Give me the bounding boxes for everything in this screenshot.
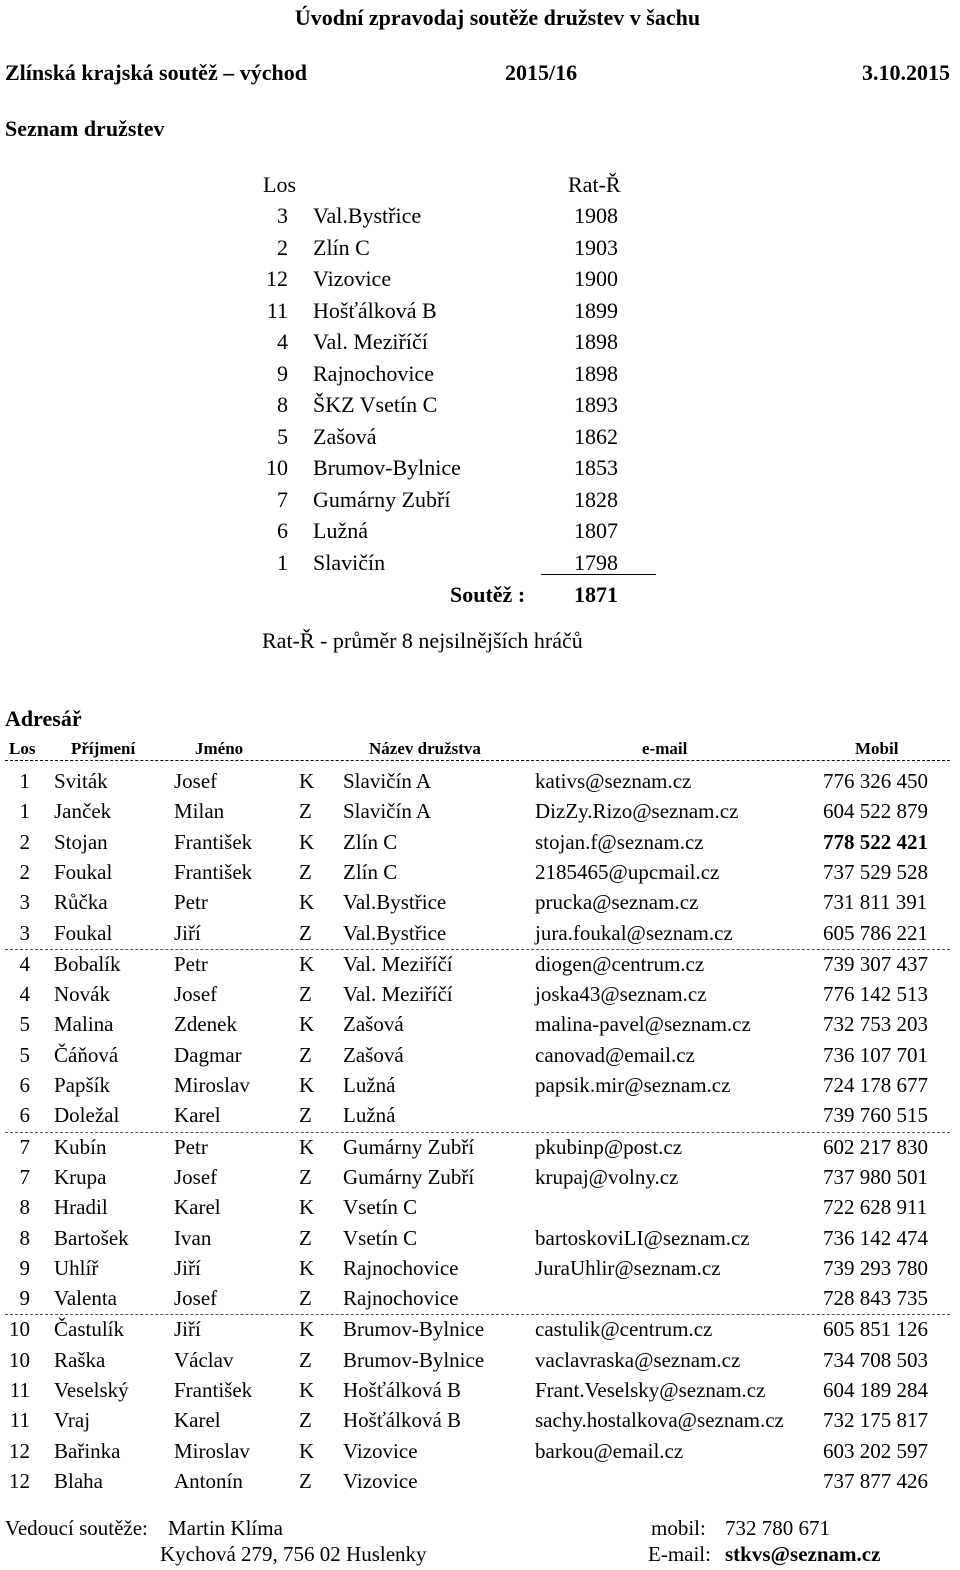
group-divider <box>5 949 950 950</box>
cell-firstname: Miroslav <box>174 1438 250 1463</box>
cell-team: Vizovice <box>343 1438 418 1463</box>
cell-mobile: 736 107 701 <box>823 1042 928 1067</box>
table-row <box>0 1103 960 1133</box>
cell-los: 11 <box>9 1408 30 1433</box>
team-row <box>0 518 960 549</box>
cell-mobile: 724 178 677 <box>823 1073 928 1097</box>
cell-surname: Doležal <box>54 1103 120 1128</box>
cell-email[interactable]: papsik.mir@seznam.cz <box>535 1073 731 1097</box>
team-los: 7 <box>277 486 288 512</box>
team-rating: 1899 <box>574 297 618 323</box>
table-row <box>0 952 960 982</box>
leader-name: Martin Klíma <box>168 1516 283 1540</box>
cell-firstname: Ivan <box>174 1225 212 1250</box>
cell-los: 2 <box>19 859 30 884</box>
table-row <box>0 1408 960 1438</box>
cell-role: Z <box>299 1347 312 1372</box>
cell-mobile: 605 851 126 <box>823 1317 928 1342</box>
table-row <box>0 921 960 951</box>
cell-mobile: 604 189 284 <box>823 1378 928 1402</box>
cell-firstname: Karel <box>174 1195 221 1220</box>
cell-team: Zlín C <box>343 859 398 884</box>
table-row <box>0 769 960 799</box>
team-row <box>0 266 960 297</box>
team-rating: 1798 <box>574 549 618 575</box>
cell-team: Vizovice <box>343 1468 418 1493</box>
competition-average-label: Soutěž : <box>450 582 526 607</box>
cell-role: Z <box>299 1468 312 1493</box>
cell-email[interactable]: pkubinp@post.cz <box>535 1134 683 1159</box>
cell-surname: Malina <box>54 1012 114 1037</box>
cell-los: 2 <box>19 829 30 854</box>
cell-mobile: 776 142 513 <box>823 982 928 1007</box>
cell-role: K <box>299 1255 315 1280</box>
report-date: 3.10.2015 <box>862 60 950 85</box>
cell-role: Z <box>299 1042 312 1067</box>
leader-email: stkvs@seznam.cz <box>725 1542 881 1566</box>
team-los: 1 <box>277 549 288 575</box>
team-row <box>0 392 960 423</box>
team-name: Zašová <box>313 423 377 449</box>
cell-email[interactable]: Frant.Veselsky@seznam.cz <box>535 1378 766 1402</box>
leader-mobile: 732 780 671 <box>725 1516 830 1540</box>
cell-surname: Stojan <box>54 829 108 854</box>
cell-mobile: 739 760 515 <box>823 1103 928 1128</box>
cell-los: 9 <box>19 1255 30 1280</box>
team-los: 11 <box>266 297 288 323</box>
cell-surname: Uhlíř <box>54 1255 99 1280</box>
cell-email[interactable]: barkou@email.cz <box>535 1438 684 1463</box>
team-name: Slavičín <box>313 549 386 575</box>
team-row <box>0 298 960 329</box>
cell-surname: Valenta <box>54 1286 117 1311</box>
team-rating: 1898 <box>574 360 618 386</box>
table-row <box>0 1469 960 1499</box>
cell-team: Gumárny Zubří <box>343 1164 475 1189</box>
cell-email[interactable]: stojan.f@seznam.cz <box>535 829 704 854</box>
cell-firstname: Josef <box>174 1164 218 1189</box>
cell-email[interactable]: bartoskoviLI@seznam.cz <box>535 1225 750 1250</box>
leader-mobile-label: mobil: <box>651 1516 706 1540</box>
cell-team: Brumov-Bylnice <box>343 1347 485 1372</box>
cell-los: 7 <box>19 1164 30 1189</box>
team-rating: 1893 <box>574 392 618 417</box>
cell-role: Z <box>299 799 312 824</box>
table-row <box>0 1348 960 1378</box>
competition-name: Zlínská krajská soutěž – východ <box>5 60 307 85</box>
cell-team: Zašová <box>343 1012 404 1037</box>
team-list-header-los: Los <box>263 172 296 197</box>
col-header-surname: Příjmení <box>71 739 136 758</box>
team-name: Lužná <box>313 518 368 543</box>
col-header-los: Los <box>9 739 36 758</box>
team-name: Vizovice <box>313 266 392 291</box>
team-name: Val.Bystřice <box>313 203 422 228</box>
cell-firstname: Miroslav <box>174 1073 250 1097</box>
cell-mobile: 737 529 528 <box>823 859 928 884</box>
cell-team: Slavičín A <box>343 769 432 793</box>
cell-firstname: Petr <box>174 890 208 915</box>
cell-los: 4 <box>19 951 30 976</box>
team-rating: 1898 <box>574 329 618 354</box>
cell-role: K <box>299 1134 315 1159</box>
cell-mobile: 732 175 817 <box>823 1408 928 1433</box>
team-name: ŠKZ Vsetín C <box>313 392 438 417</box>
team-rating: 1862 <box>574 423 618 449</box>
cell-mobile: 604 522 879 <box>823 799 928 824</box>
cell-team: Lužná <box>343 1073 396 1097</box>
cell-mobile: 739 293 780 <box>823 1255 928 1280</box>
team-row <box>0 203 960 234</box>
group-divider <box>5 1132 950 1133</box>
cell-los: 10 <box>9 1347 30 1372</box>
cell-firstname: Karel <box>174 1408 221 1433</box>
cell-role: K <box>299 1317 315 1342</box>
cell-los: 9 <box>19 1286 30 1311</box>
group-divider <box>5 1314 950 1315</box>
cell-mobile: 739 307 437 <box>823 951 928 976</box>
cell-surname: Blaha <box>54 1468 103 1493</box>
cell-los: 3 <box>19 920 30 945</box>
cell-los: 4 <box>19 982 30 1007</box>
cell-firstname: Dagmar <box>174 1042 242 1067</box>
cell-los: 12 <box>9 1438 30 1463</box>
cell-mobile: 737 980 501 <box>823 1164 928 1189</box>
cell-firstname: Josef <box>174 769 218 793</box>
table-row <box>0 1317 960 1347</box>
table-row <box>0 799 960 829</box>
table-row <box>0 830 960 860</box>
team-name: Rajnochovice <box>313 360 434 386</box>
cell-email[interactable]: joska43@seznam.cz <box>535 982 707 1007</box>
table-row <box>0 1135 960 1165</box>
cell-firstname: Antonín <box>174 1468 243 1493</box>
team-los: 8 <box>277 392 288 417</box>
cell-role: Z <box>299 1408 312 1433</box>
team-list-header-rating: Rat-Ř <box>568 172 621 197</box>
team-row <box>0 235 960 266</box>
team-los: 6 <box>277 518 288 543</box>
team-rating: 1828 <box>574 486 618 512</box>
leader-address: Kychová 279, 756 02 Huslenky <box>160 1542 427 1566</box>
team-rating: 1903 <box>574 234 618 260</box>
season: 2015/16 <box>505 60 578 85</box>
cell-mobile: 602 217 830 <box>823 1134 928 1159</box>
cell-email[interactable]: castulik@centrum.cz <box>535 1317 713 1342</box>
cell-role: Z <box>299 1164 312 1189</box>
team-rating: 1853 <box>574 455 618 480</box>
cell-team: Val. Meziříčí <box>343 982 453 1007</box>
cell-role: K <box>299 1073 315 1097</box>
cell-team: Zlín C <box>343 829 398 854</box>
cell-email[interactable]: vaclavraska@seznam.cz <box>535 1347 741 1372</box>
team-name: Zlín C <box>313 234 370 260</box>
cell-mobile: 728 843 735 <box>823 1286 928 1311</box>
cell-firstname: Josef <box>174 1286 218 1311</box>
table-row <box>0 860 960 890</box>
team-los: 10 <box>266 455 288 480</box>
cell-team: Vsetín C <box>343 1195 418 1220</box>
team-name: Brumov-Bylnice <box>313 455 461 480</box>
cell-firstname: František <box>174 829 253 854</box>
cell-surname: Papšík <box>54 1073 111 1097</box>
table-row <box>0 1073 960 1103</box>
cell-firstname: Milan <box>174 799 225 824</box>
cell-firstname: Josef <box>174 982 218 1007</box>
team-name: Val. Meziříčí <box>313 329 428 354</box>
competition-average-value: 1871 <box>574 582 618 607</box>
page-title: Úvodní zpravodaj soutěže družstev v šachu <box>294 5 701 30</box>
table-row <box>0 1378 960 1408</box>
cell-mobile: 778 522 421 <box>823 829 928 854</box>
cell-email[interactable]: canovad@email.cz <box>535 1042 695 1067</box>
team-los: 2 <box>277 234 288 260</box>
cell-los: 6 <box>19 1103 30 1128</box>
cell-mobile: 736 142 474 <box>823 1225 928 1250</box>
cell-email[interactable]: prucka@seznam.cz <box>535 890 699 915</box>
cell-role: Z <box>299 1225 312 1250</box>
table-row <box>0 1043 960 1073</box>
cell-team: Vsetín C <box>343 1225 418 1250</box>
cell-role: Z <box>299 920 312 945</box>
cell-los: 3 <box>19 890 30 915</box>
cell-surname: Bařinka <box>54 1438 121 1463</box>
cell-team: Hošťálková B <box>343 1408 462 1433</box>
cell-surname: Bobalík <box>54 951 121 976</box>
table-row <box>0 982 960 1012</box>
team-los: 12 <box>266 266 288 291</box>
cell-role: Z <box>299 982 312 1007</box>
team-row <box>0 487 960 518</box>
cell-surname: Růčka <box>54 890 108 915</box>
team-name: Gumárny Zubří <box>313 486 451 512</box>
cell-email[interactable]: jura.foukal@seznam.cz <box>535 920 733 945</box>
cell-surname: Foukal <box>54 859 113 884</box>
cell-surname: Hradil <box>54 1195 108 1220</box>
cell-firstname: František <box>174 1378 253 1402</box>
cell-surname: Častulík <box>54 1317 125 1342</box>
table-row <box>0 1256 960 1286</box>
leader-email-label: E-mail: <box>648 1542 711 1566</box>
header-divider <box>5 760 950 761</box>
team-rating: 1807 <box>574 518 618 543</box>
cell-mobile: 722 628 911 <box>823 1195 928 1220</box>
team-los: 5 <box>277 423 288 449</box>
cell-email[interactable]: 2185465@upcmail.cz <box>535 859 720 884</box>
cell-firstname: Petr <box>174 1134 208 1159</box>
cell-los: 12 <box>9 1468 30 1493</box>
team-row <box>0 455 960 486</box>
cell-role: K <box>299 769 315 793</box>
cell-surname: Novák <box>54 982 110 1007</box>
cell-role: K <box>299 890 315 915</box>
cell-team: Zašová <box>343 1042 404 1067</box>
team-rating: 1908 <box>574 203 618 228</box>
cell-team: Slavičín A <box>343 799 432 824</box>
cell-surname: Krupa <box>54 1164 107 1189</box>
sum-underline <box>541 574 656 575</box>
cell-email[interactable]: kativs@seznam.cz <box>535 769 692 793</box>
cell-surname: Čáňová <box>54 1042 119 1067</box>
table-row <box>0 1012 960 1042</box>
cell-surname: Raška <box>54 1347 106 1372</box>
table-row <box>0 1165 960 1195</box>
cell-team: Val.Bystřice <box>343 920 447 945</box>
team-row <box>0 361 960 392</box>
table-row <box>0 1226 960 1256</box>
cell-surname: Sviták <box>54 769 108 793</box>
cell-los: 11 <box>9 1378 30 1402</box>
table-row <box>0 1195 960 1225</box>
cell-surname: Bartošek <box>54 1225 129 1250</box>
cell-team: Hošťálková B <box>343 1378 462 1402</box>
cell-role: Z <box>299 1103 312 1128</box>
team-rating: 1900 <box>574 266 618 291</box>
col-header-team: Název družstva <box>369 739 481 758</box>
address-book-title: Adresář <box>5 706 82 731</box>
team-row <box>0 550 960 581</box>
team-name: Hošťálková B <box>313 297 437 323</box>
cell-los: 6 <box>19 1073 30 1097</box>
table-row <box>0 1439 960 1469</box>
col-header-firstname: Jméno <box>195 739 244 758</box>
cell-mobile: 737 877 426 <box>823 1468 928 1493</box>
cell-los: 5 <box>19 1042 30 1067</box>
cell-role: K <box>299 1012 315 1037</box>
team-los: 3 <box>277 203 288 228</box>
cell-team: Brumov-Bylnice <box>343 1317 485 1342</box>
cell-email[interactable]: sachy.hostalkova@seznam.cz <box>535 1408 784 1433</box>
cell-role: K <box>299 1195 315 1220</box>
cell-firstname: František <box>174 859 253 884</box>
cell-surname: Foukal <box>54 920 113 945</box>
cell-role: K <box>299 1438 315 1463</box>
cell-team: Rajnochovice <box>343 1286 459 1311</box>
cell-firstname: Jiří <box>174 920 201 945</box>
col-header-email: e-mail <box>642 739 688 758</box>
cell-team: Rajnochovice <box>343 1255 459 1280</box>
cell-role: Z <box>299 859 312 884</box>
cell-firstname: Jiří <box>174 1317 201 1342</box>
cell-los: 5 <box>19 1012 30 1037</box>
col-header-mobile: Mobil <box>855 739 899 758</box>
rating-note: Rat-Ř - průměr 8 nejsilnějších hráčů <box>262 628 583 653</box>
cell-surname: Janček <box>54 799 112 824</box>
team-row <box>0 424 960 455</box>
cell-team: Val.Bystřice <box>343 890 447 915</box>
cell-mobile: 734 708 503 <box>823 1347 928 1372</box>
cell-los: 8 <box>19 1225 30 1250</box>
cell-los: 1 <box>19 769 30 793</box>
cell-firstname: Václav <box>174 1347 234 1372</box>
cell-firstname: Karel <box>174 1103 221 1128</box>
cell-email[interactable]: DizZy.Rizo@seznam.cz <box>535 799 739 824</box>
cell-firstname: Zdenek <box>174 1012 237 1037</box>
cell-team: Lužná <box>343 1103 396 1128</box>
cell-email[interactable]: JuraUhlir@seznam.cz <box>535 1255 721 1280</box>
cell-los: 10 <box>9 1317 30 1342</box>
table-row <box>0 890 960 920</box>
cell-mobile: 776 326 450 <box>823 769 928 793</box>
cell-role: K <box>299 1378 315 1402</box>
cell-los: 7 <box>19 1134 30 1159</box>
cell-surname: Kubín <box>54 1134 107 1159</box>
team-row <box>0 329 960 360</box>
cell-mobile: 603 202 597 <box>823 1438 928 1463</box>
cell-los: 8 <box>19 1195 30 1220</box>
cell-mobile: 732 753 203 <box>823 1012 928 1037</box>
leader-label: Vedoucí soutěže: <box>5 1516 148 1540</box>
team-los: 4 <box>277 329 288 354</box>
cell-mobile: 731 811 391 <box>823 890 928 915</box>
cell-surname: Veselský <box>54 1378 129 1402</box>
cell-role: K <box>299 951 315 976</box>
cell-email[interactable]: diogen@centrum.cz <box>535 951 705 976</box>
cell-role: Z <box>299 1286 312 1311</box>
team-list-title: Seznam družstev <box>5 116 165 141</box>
cell-surname: Vraj <box>54 1408 91 1433</box>
cell-email[interactable]: malina-pavel@seznam.cz <box>535 1012 751 1037</box>
cell-firstname: Jiří <box>174 1255 201 1280</box>
cell-team: Val. Meziříčí <box>343 951 453 976</box>
team-los: 9 <box>277 360 288 386</box>
cell-team: Gumárny Zubří <box>343 1134 475 1159</box>
cell-los: 1 <box>19 799 30 824</box>
table-row <box>0 1286 960 1316</box>
cell-firstname: Petr <box>174 951 208 976</box>
cell-email[interactable]: krupaj@volny.cz <box>535 1164 679 1189</box>
cell-mobile: 605 786 221 <box>823 920 928 945</box>
cell-role: K <box>299 829 315 854</box>
